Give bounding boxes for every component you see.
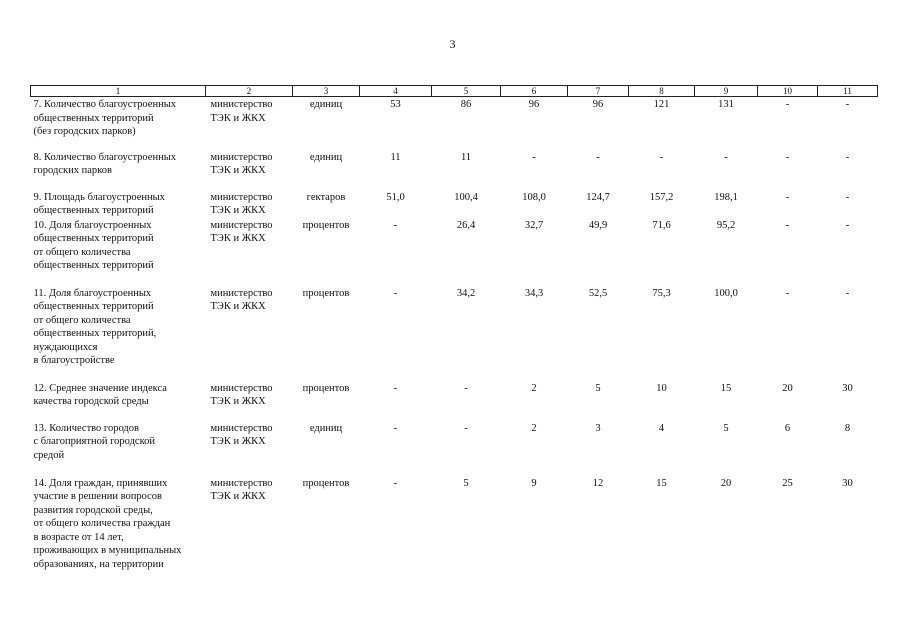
- responsible-unit-cell: министерство ТЭК и ЖКХ: [210, 422, 273, 447]
- value-cell: 11: [460, 151, 472, 163]
- value-cell: -: [845, 191, 850, 203]
- column-header: 11: [818, 86, 878, 97]
- value-cell: 20: [782, 382, 793, 394]
- value-cell: 53: [390, 99, 401, 110]
- value-cell: 198,1: [714, 191, 738, 203]
- responsible-unit-cell: министерство ТЭК и ЖКХ: [210, 99, 273, 124]
- column-header: 3: [293, 86, 360, 97]
- column-header: 7: [568, 86, 629, 97]
- indicator-name-cell: 13. Количество городов с благоприятной городской средой: [33, 422, 156, 461]
- table-row: [31, 382, 878, 422]
- responsible-unit-cell: министерство ТЭК и ЖКХ: [210, 477, 273, 502]
- value-cell: 15: [720, 382, 732, 394]
- value-cell: 2: [531, 422, 537, 434]
- indicator-name-cell: 7. Количество благоустроенных общественных территорий (без городских парков): [33, 99, 176, 137]
- value-cell: 95,2: [716, 219, 736, 231]
- value-cell: -: [785, 99, 790, 110]
- value-cell: -: [393, 477, 398, 489]
- column-header: 4: [360, 86, 432, 97]
- responsible-unit-cell: министерство ТЭК и ЖКХ: [210, 151, 273, 176]
- indicator-name-cell: 10. Доля благоустроенных общественных территорий от общего количества общественных территорий: [33, 219, 154, 271]
- value-cell: 11: [390, 151, 401, 163]
- value-cell: -: [596, 151, 600, 163]
- value-cell: 15: [656, 477, 667, 489]
- value-cell: 32,7: [524, 219, 544, 231]
- table-row: [31, 151, 878, 191]
- value-cell: 8: [844, 422, 851, 434]
- value-cell: -: [393, 382, 398, 394]
- column-header: 9: [695, 86, 758, 97]
- value-cell: -: [785, 219, 790, 231]
- responsible-unit-cell: министерство ТЭК и ЖКХ: [210, 219, 273, 244]
- indicator-name-cell: 9. Площадь благоустроенных общественных территорий: [33, 191, 165, 216]
- responsible-unit-cell: министерство ТЭК и ЖКХ: [210, 382, 273, 407]
- value-cell: 131: [718, 99, 734, 110]
- value-cell: -: [659, 151, 664, 163]
- measure-unit-cell: единиц: [309, 99, 343, 110]
- value-cell: -: [724, 151, 728, 163]
- column-header: 8: [629, 86, 695, 97]
- value-cell: 51,0: [386, 191, 405, 203]
- value-cell: -: [785, 287, 790, 299]
- value-cell: 71,6: [652, 219, 671, 231]
- responsible-unit-cell: министерство ТЭК и ЖКХ: [210, 287, 273, 312]
- value-cell: -: [845, 99, 850, 110]
- value-cell: 124,7: [586, 191, 610, 203]
- measure-unit-cell: процентов: [302, 287, 350, 299]
- value-cell: -: [845, 287, 850, 299]
- value-cell: -: [464, 422, 468, 434]
- indicator-name-cell: 14. Доля граждан, принявших участие в решении вопросов развития городской среды, от общего количества граждан в возрасте от 14 лет, проживающих в муниципальных образованиях, на территории: [33, 477, 182, 570]
- value-cell: -: [785, 151, 790, 163]
- table-row: [31, 287, 878, 382]
- measure-unit-cell: процентов: [302, 219, 350, 231]
- table-row: [31, 219, 878, 287]
- measure-unit-cell: единиц: [309, 422, 343, 434]
- value-cell: -: [845, 151, 850, 163]
- value-cell: 25: [782, 477, 793, 489]
- page-number: 3: [449, 37, 456, 51]
- value-cell: 2: [531, 382, 537, 394]
- table-row: [31, 97, 878, 151]
- value-cell: 3: [595, 422, 601, 434]
- indicators-table: [30, 85, 878, 577]
- value-cell: 30: [842, 382, 853, 394]
- value-cell: -: [532, 151, 536, 163]
- value-cell: 86: [460, 99, 472, 110]
- column-header: 5: [432, 86, 501, 97]
- value-cell: 5: [595, 382, 601, 394]
- value-cell: 108,0: [522, 191, 546, 203]
- value-cell: 100,4: [454, 191, 478, 203]
- value-cell: 6: [784, 422, 791, 434]
- value-cell: -: [393, 219, 398, 231]
- value-cell: 34,2: [456, 287, 476, 299]
- header-row: [31, 86, 878, 97]
- measure-unit-cell: гектаров: [306, 191, 346, 203]
- value-cell: 96: [592, 99, 604, 110]
- measure-unit-cell: процентов: [302, 477, 350, 489]
- value-cell: 34,3: [524, 287, 544, 299]
- value-cell: -: [845, 219, 850, 231]
- responsible-unit-cell: министерство ТЭК и ЖКХ: [210, 191, 273, 216]
- value-cell: -: [785, 191, 790, 203]
- measure-unit-cell: единиц: [309, 151, 343, 163]
- indicator-name-cell: 12. Среднее значение индекса качества городской среды: [33, 382, 167, 407]
- value-cell: 52,5: [588, 287, 608, 299]
- value-cell: 12: [592, 477, 604, 489]
- value-cell: 5: [723, 422, 729, 434]
- value-cell: 4: [658, 422, 665, 434]
- value-cell: 157,2: [649, 191, 674, 203]
- value-cell: -: [393, 287, 398, 299]
- value-cell: 9: [531, 477, 537, 489]
- value-cell: 100,0: [714, 287, 738, 299]
- indicator-name-cell: 11. Доля благоустроенных общественных территорий от общего количества общественных территорий, нуждающихся в благоустройстве: [33, 287, 157, 366]
- value-cell: -: [464, 382, 468, 394]
- value-cell: -: [393, 422, 398, 434]
- value-cell: 49,9: [588, 219, 608, 231]
- value-cell: 96: [528, 99, 540, 110]
- value-cell: 5: [463, 477, 469, 489]
- value-cell: 75,3: [652, 287, 671, 299]
- value-cell: 121: [653, 99, 670, 110]
- column-header: 6: [501, 86, 568, 97]
- value-cell: 30: [842, 477, 853, 489]
- column-header: 1: [31, 86, 206, 97]
- value-cell: 20: [720, 477, 732, 489]
- measure-unit-cell: процентов: [302, 382, 350, 394]
- table-row: [31, 422, 878, 477]
- column-header: 10: [758, 86, 818, 97]
- column-header: 2: [206, 86, 293, 97]
- indicator-name-cell: 8. Количество благоустроенных городских парков: [33, 151, 176, 176]
- table-row: [31, 477, 878, 577]
- value-cell: 26,4: [456, 219, 476, 231]
- value-cell: 10: [656, 382, 667, 394]
- table-row: [31, 191, 878, 219]
